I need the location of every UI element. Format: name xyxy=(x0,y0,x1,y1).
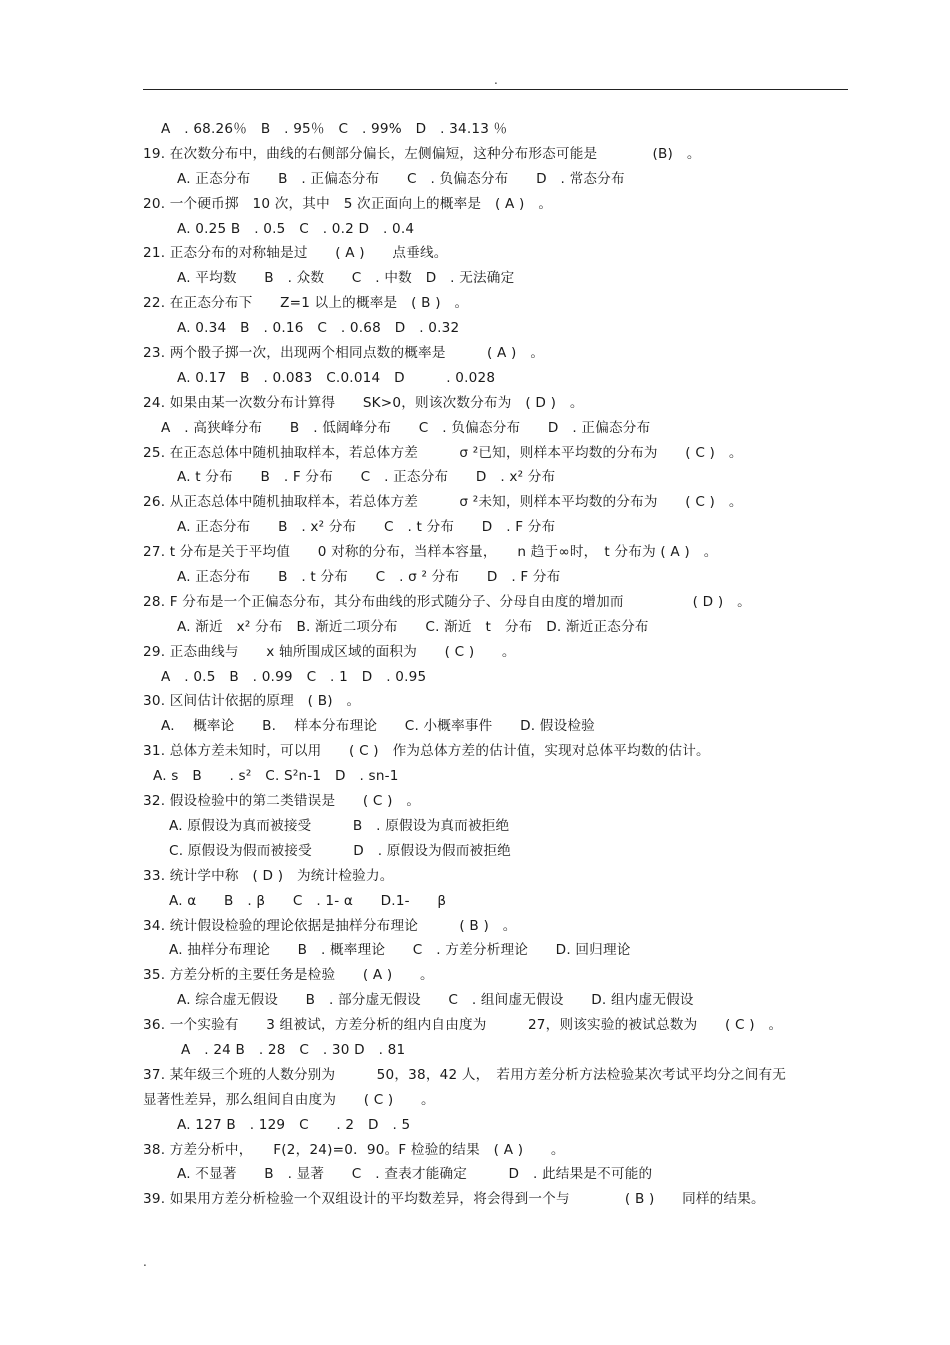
options-line: A. 渐近 x² 分布 B. 渐近二项分布 C. 渐近 t 分布 D. 渐近正态分布 xyxy=(177,618,649,635)
options-line: A. s B . s² C. S²n-1 D . sn-1 xyxy=(153,768,399,785)
question-line: 31. 总体方差未知时，可以用 ( C ) 作为总体方差的估计值，实现对总体平均数的估计。 xyxy=(143,743,710,760)
options-line: A. 0.25 B . 0.5 C . 0.2 D . 0.4 xyxy=(177,220,415,237)
question-line: 29. 正态曲线与 x 轴所围成区域的面积为 ( C ) 。 xyxy=(143,643,516,660)
question-line: 28. F 分布是一个正偏态分布，其分布曲线的形式随分子、分母自由度的增加而 ( D ) 。 xyxy=(143,593,751,610)
options-line: A. 不显著 B . 显著 C . 查表才能确定 D . 此结果是不可能的 xyxy=(177,1166,653,1183)
options-line: A. 127 B . 129 C . 2 D . 5 xyxy=(177,1116,411,1133)
options-line: A. 综合虚无假设 B . 部分虚无假设 C . 组间虚无假设 D. 组内虚无假设 xyxy=(177,992,694,1009)
options-line: A . 68.26％ B . 95％ C . 99% D . 34.13 ％ xyxy=(161,121,508,137)
question-line: 36. 一个实验有 3 组被试，方差分析的组内自由度为 27，则该实验的被试总数为 ( C ) 。 xyxy=(143,1017,783,1034)
question-line: 25. 在正态总体中随机抽取样本，若总体方差 σ ²已知，则样本平均数的分布为 ( C ) 。 xyxy=(143,444,743,461)
question-line: 20. 一个硬币掷 10 次，其中 5 次正面向上的概率是 ( A ) 。 xyxy=(143,195,553,212)
question-line: 33. 统计学中称 ( D ) 为统计检验力。 xyxy=(143,867,394,884)
options-line: A. 平均数 B . 众数 C . 中数 D . 无法确定 xyxy=(177,270,515,287)
question-line: 37. 某年级三个班的人数分别为 50，38，42 人， 若用方差分析方法检验某次考试平均分之间有无 xyxy=(143,1066,787,1083)
footer-mark: . xyxy=(143,1255,147,1269)
question-line: 27. t 分布是关于平均值 0 对称的分布，当样本容量， n 趋于∞时， t 分布为 ( A ) 。 xyxy=(143,544,718,561)
question-line: 23. 两个骰子掷一次，出现两个相同点数的概率是 ( A ) 。 xyxy=(143,345,545,362)
question-line: 21. 正态分布的对称轴是过 ( A ) 点垂线。 xyxy=(143,245,448,262)
question-line: 30. 区间估计依据的原理 ( B) 。 xyxy=(143,693,361,710)
question-line: 24. 如果由某一次数分布计算得 SK>0，则该次数分布为 ( D ) 。 xyxy=(143,394,584,411)
question-line: 39. 如果用方差分析检验一个双组设计的平均数差异，将会得到一个与 ( B ) 同样的结果。 xyxy=(143,1191,765,1208)
question-line: 38. 方差分析中， F(2，24)=0．90。F 检验的结果 ( A ) 。 xyxy=(143,1141,565,1158)
options-line: A . 高狭峰分布 B . 低阔峰分布 C . 负偏态分布 D . 正偏态分布 xyxy=(161,419,651,436)
question-line: 32. 假设检验中的第二类错误是 ( C ) 。 xyxy=(143,793,421,810)
options-line: A . 0.5 B . 0.99 C . 1 D . 0.95 xyxy=(161,668,427,685)
options-line: A. 正态分布 B . t 分布 C . σ ² 分布 D . F 分布 xyxy=(177,569,561,586)
options-line: A. 正态分布 B . x² 分布 C . t 分布 D . F 分布 xyxy=(177,519,556,536)
options-line: A. 0.17 B . 0.083 C.0.014 D . 0.028 xyxy=(177,369,496,386)
options-line: C. 原假设为假而被接受 D . 原假设为假而被拒绝 xyxy=(169,842,511,859)
question-line: 35. 方差分析的主要任务是检验 ( A ) 。 xyxy=(143,967,434,984)
question-line: 22. 在正态分布下 Z=1 以上的概率是 ( B ) 。 xyxy=(143,295,469,312)
question-line: 19. 在次数分布中，曲线的右侧部分偏长，左侧偏短，这种分布形态可能是 (B) 。 xyxy=(143,145,701,162)
options-line: A. 0.34 B . 0.16 C . 0.68 D . 0.32 xyxy=(177,320,460,337)
options-line: A. 抽样分布理论 B . 概率理论 C . 方差分析理论 D. 回归理论 xyxy=(169,942,631,959)
options-line: A. 正态分布 B . 正偏态分布 C . 负偏态分布 D . 常态分布 xyxy=(177,170,625,187)
options-line: A. 概率论 B. 样本分布理论 C. 小概率事件 D. 假设检验 xyxy=(161,718,595,735)
question-list xyxy=(0,117,950,1212)
options-line: A. t 分布 B . F 分布 C . 正态分布 D . x² 分布 xyxy=(177,469,556,486)
options-line: A. 原假设为真而被接受 B . 原假设为真而被拒绝 xyxy=(169,817,510,834)
options-line: A . 24 B . 28 C . 30 D . 81 xyxy=(181,1041,406,1058)
question-line: 显著性差异，那么组间自由度为 ( C ) 。 xyxy=(143,1091,435,1108)
question-line: 26. 从正态总体中随机抽取样本，若总体方差 σ ²未知，则样本平均数的分布为 ( C ) 。 xyxy=(143,494,743,511)
question-line: 34. 统计假设检验的理论依据是抽样分布理论 ( B ) 。 xyxy=(143,917,517,934)
options-line: A. α B . β C . 1- α D.1- β xyxy=(169,892,447,909)
header-rule xyxy=(143,89,848,90)
header-mark: . xyxy=(494,73,498,87)
